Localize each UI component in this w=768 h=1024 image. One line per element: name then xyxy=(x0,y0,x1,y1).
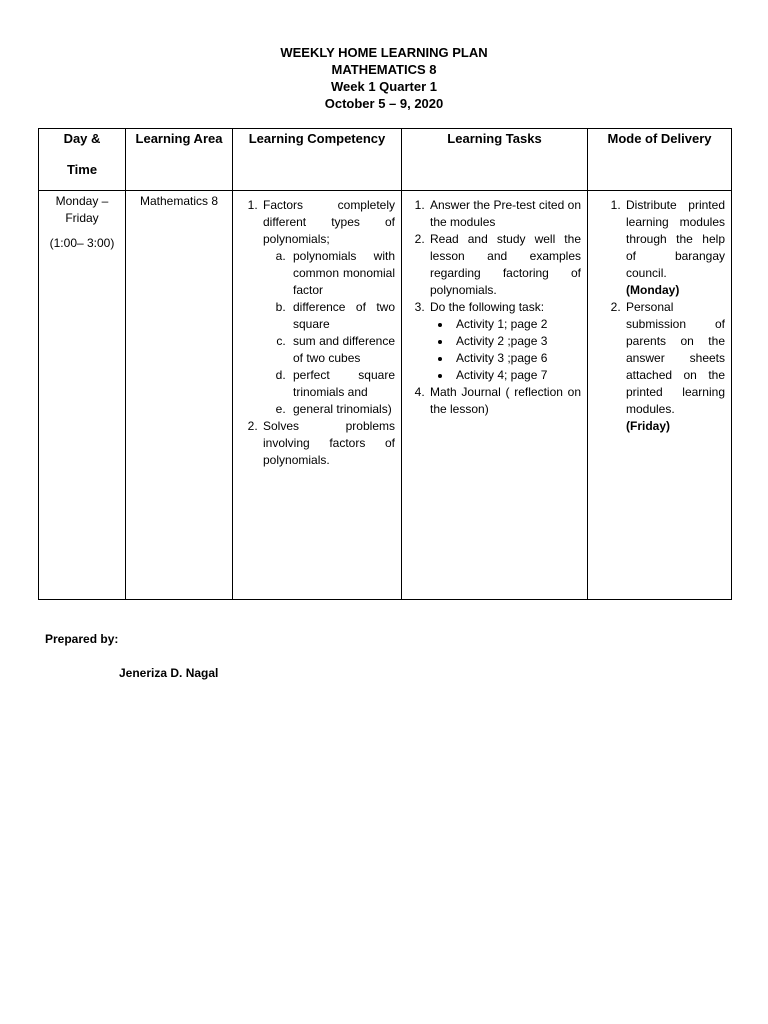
header-learning-area: Learning Area xyxy=(126,129,233,191)
list-item: 1. Answer the Pre-test cited on the modules xyxy=(428,197,581,231)
cell-mode-of-delivery xyxy=(588,191,732,600)
list-item: a. polynomials with common monomial factor xyxy=(289,248,395,299)
header-learning-tasks: Learning Tasks xyxy=(402,129,588,191)
header-learning-competency: Learning Competency xyxy=(233,129,402,191)
delivery-day-friday: (Friday) xyxy=(626,419,671,433)
competency-sublist xyxy=(263,248,395,418)
delivery-list xyxy=(594,197,725,435)
table-header-row xyxy=(39,129,732,191)
list-item: • Activity 3 ;page 6 xyxy=(452,350,581,367)
list-item: 2. Read and study well the lesson and examples regarding factoring of polynomials. xyxy=(428,231,581,299)
list-item: d. perfect square trinomials and xyxy=(289,367,395,401)
cell-learning-tasks xyxy=(402,191,588,600)
cell-learning-competency xyxy=(233,191,402,600)
list-item: • Activity 1; page 2 xyxy=(452,316,581,333)
list-item: 1. Factors completely different types of polynomials; a. polynomials with common monomial factor b. difference of two square c. sum and difference of two cubes d. perfect square trinomials and e. general trinomials) xyxy=(261,197,395,418)
day-range: Monday – Friday xyxy=(55,194,109,225)
competency-list xyxy=(239,197,395,469)
learning-plan-table xyxy=(38,128,732,600)
header-day-time: Day & Time xyxy=(39,129,126,191)
activity-list xyxy=(430,316,581,384)
list-item: 2. Solves problems involving factors of polynomials. xyxy=(261,418,395,469)
list-item: e. general trinomials) xyxy=(289,401,395,418)
plan-title: WEEKLY HOME LEARNING PLAN xyxy=(280,45,488,60)
list-item: • Activity 2 ;page 3 xyxy=(452,333,581,350)
cell-learning-area: Mathematics 8 xyxy=(126,191,233,600)
list-item: c. sum and difference of two cubes xyxy=(289,333,395,367)
list-item: • Activity 4; page 7 xyxy=(452,367,581,384)
list-item: 4. Math Journal ( reflection on the lesson) xyxy=(428,384,581,418)
prepared-by-label: Prepared by: xyxy=(45,632,119,646)
date-range: October 5 – 9, 2020 xyxy=(324,96,444,111)
week-quarter: Week 1 Quarter 1 xyxy=(331,79,437,94)
delivery-day-monday: (Monday) xyxy=(626,283,680,297)
preparer-name: Jeneriza D. Nagal xyxy=(119,666,219,680)
header-mode-of-delivery: Mode of Delivery xyxy=(588,129,732,191)
list-item: b. difference of two square xyxy=(289,299,395,333)
list-item: 2. Personal submission of parents on the answer sheets attached on the printed learning modules. (Friday) xyxy=(624,299,725,435)
cell-day-time xyxy=(39,191,126,600)
time-range: (1:00– 3:00) xyxy=(49,236,115,250)
list-item: 3. Do the following task: • Activity 1; page 2 • Activity 2 ;page 3 • Activity 3 ;page 6 • Activity 4; page 7 xyxy=(428,299,581,384)
document-header xyxy=(0,44,768,112)
tasks-list xyxy=(408,197,581,418)
table-row xyxy=(39,191,732,600)
subject-title: MATHEMATICS 8 xyxy=(331,62,437,77)
list-item: 1. Distribute printed learning modules through the help of barangay council. (Monday) xyxy=(624,197,725,299)
